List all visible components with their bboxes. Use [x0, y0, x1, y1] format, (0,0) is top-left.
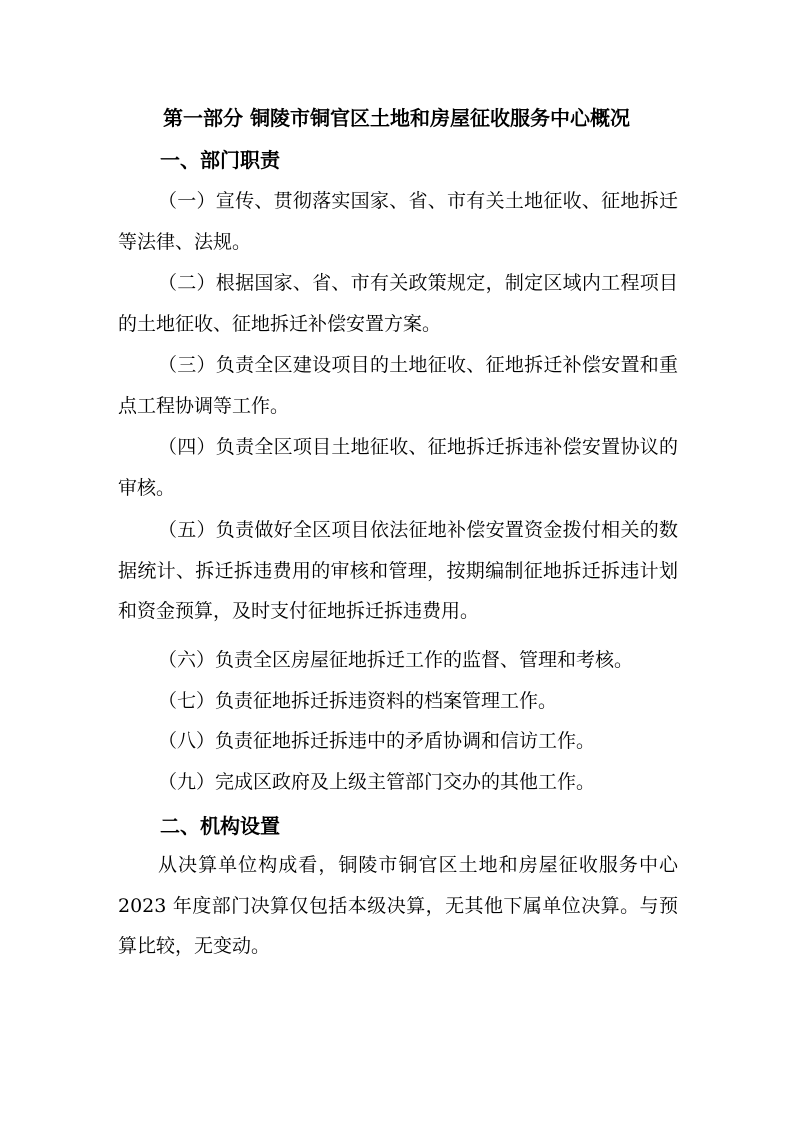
duty-item-7: （七）负责征地拆迁拆违资料的档案管理工作。: [158, 690, 558, 712]
duty-item-6: （六）负责全区房屋征地拆迁工作的监督、管理和考核。: [158, 649, 634, 671]
duty-item-4: （四）负责全区项目土地征收、征地拆迁拆违补偿安置协议的审核。: [118, 436, 678, 499]
duty-item-8: （八）负责征地拆迁拆违中的矛盾协调和信访工作。: [158, 730, 596, 752]
section-heading-duties: 一、部门职责: [160, 148, 280, 172]
duty-item-9: （九）完成区政府及上级主管部门交办的其他工作。: [158, 771, 596, 793]
page-title: 第一部分 铜陵市铜官区土地和房屋征收服务中心概况: [163, 106, 630, 130]
duty-item-3: （三）负责全区建设项目的土地征收、征地拆迁补偿安置和重点工程协调等工作。: [118, 354, 678, 417]
duty-item-5: （五）负责做好全区项目依法征地补偿安置资金拨付相关的数据统计、拆迁拆违费用的审核和管理，按期编制征地拆迁拆违计划和资金预算，及时支付征地拆迁拆违费用。: [118, 519, 678, 622]
organization-paragraph: 从决算单位构成看，铜陵市铜官区土地和房屋征收服务中心 2023 年度部门决算仅包括本级决算，无其他下属单位决算。与预算比较，无变动。: [118, 854, 678, 957]
duty-item-1: （一）宣传、贯彻落实国家、省、市有关土地征收、征地拆迁等法律、法规。: [118, 190, 678, 253]
section-heading-organization: 二、机构设置: [160, 814, 280, 838]
duty-item-2: （二）根据国家、省、市有关政策规定，制定区域内工程项目的土地征收、征地拆迁补偿安置方案。: [118, 272, 678, 335]
